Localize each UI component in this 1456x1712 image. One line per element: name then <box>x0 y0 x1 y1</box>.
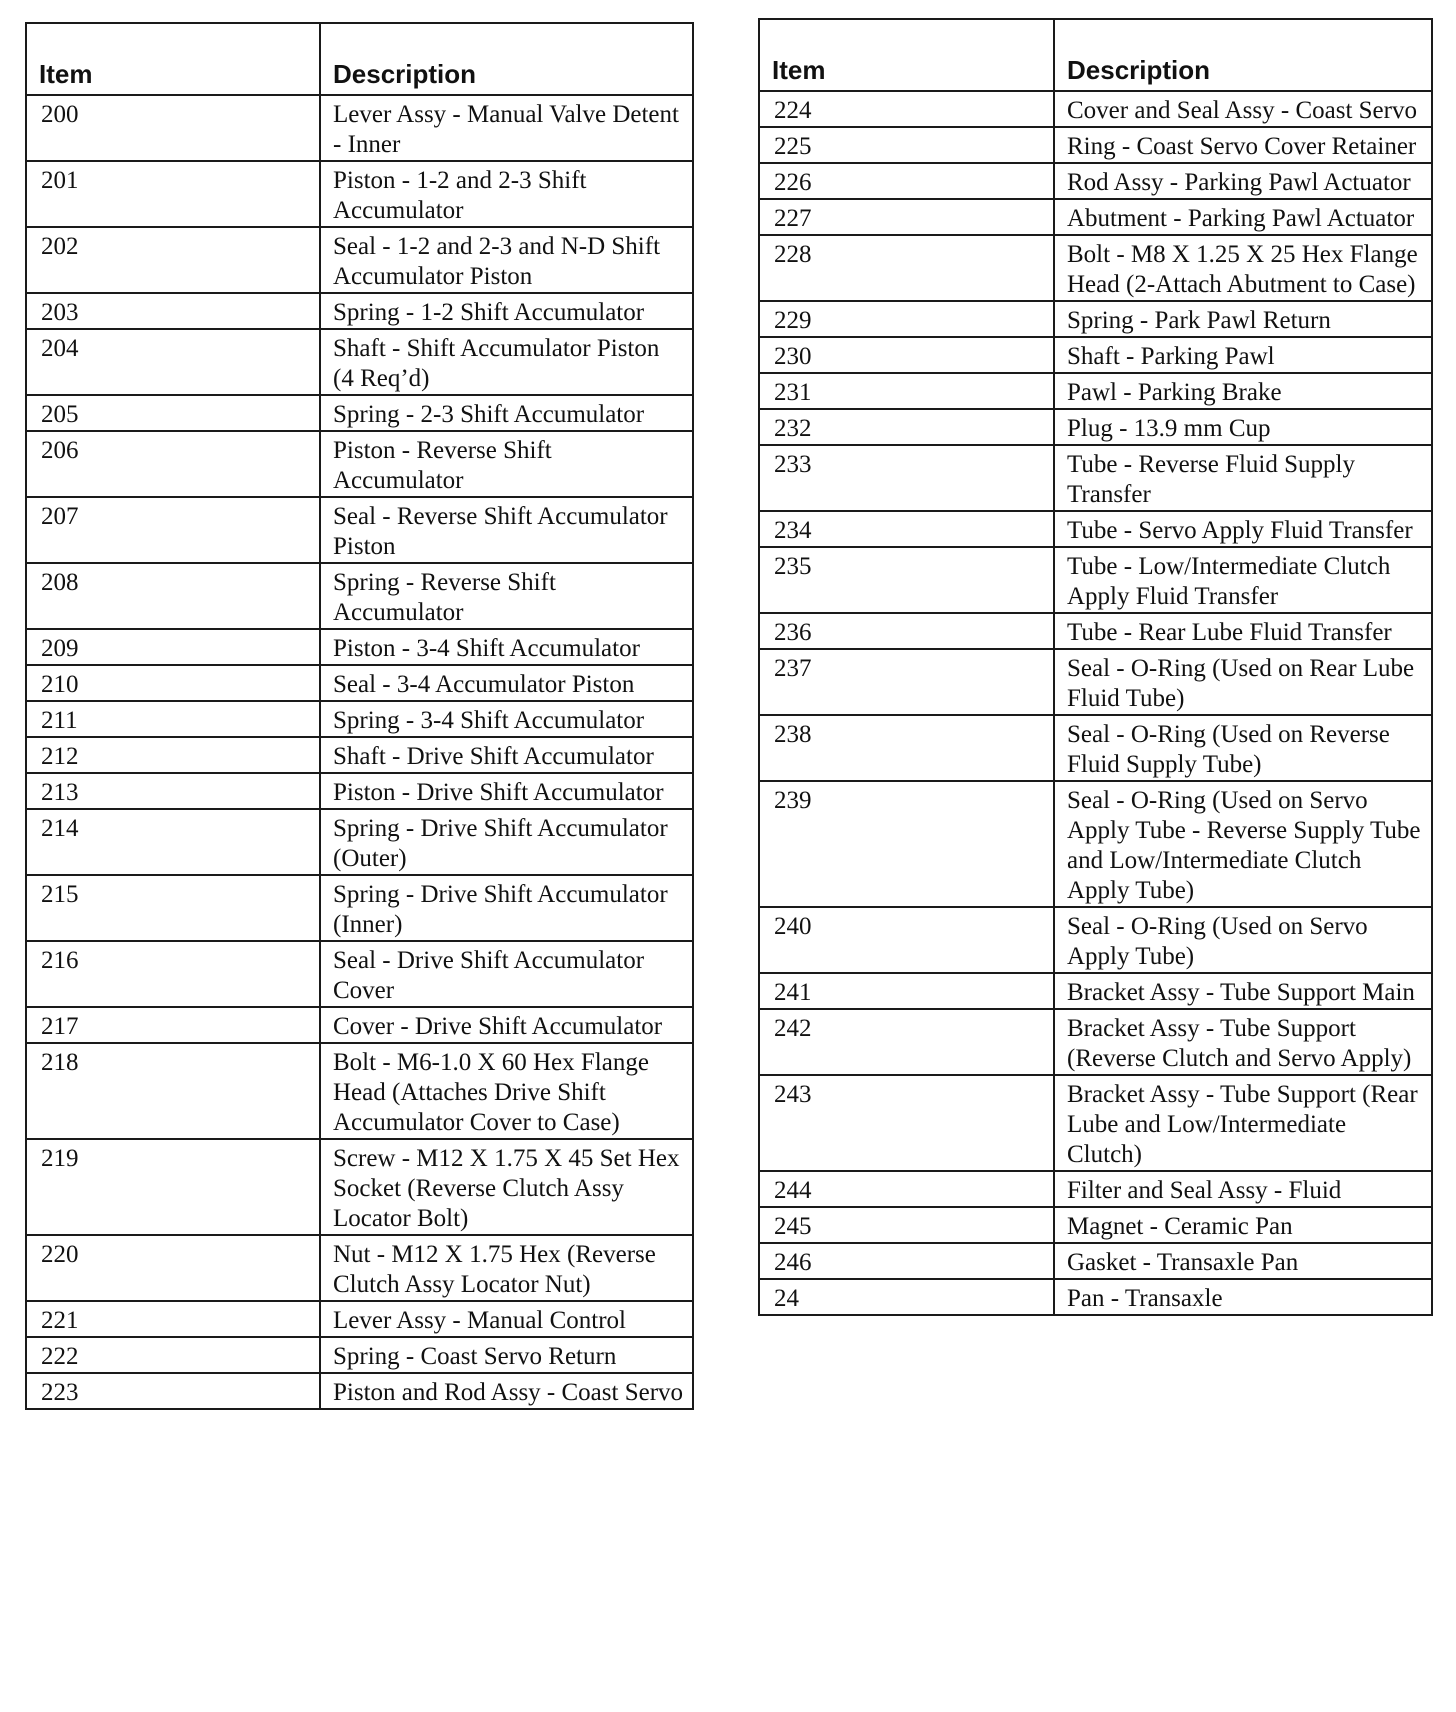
item-number: 212 <box>26 737 320 773</box>
header-row <box>26 23 693 95</box>
item-number: 24 <box>759 1279 1054 1315</box>
item-number: 242 <box>759 1009 1054 1075</box>
item-number: 222 <box>26 1337 320 1373</box>
item-description: Tube - Rear Lube Fluid Transfer <box>1054 613 1432 649</box>
item-number: 207 <box>26 497 320 563</box>
table-row <box>26 1139 693 1235</box>
item-description: Bracket Assy - Tube Support (Reverse Clutch and Servo Apply) <box>1054 1009 1432 1075</box>
table-row <box>26 497 693 563</box>
item-number: 218 <box>26 1043 320 1139</box>
item-number: 234 <box>759 511 1054 547</box>
table-row <box>759 409 1432 445</box>
item-description: Seal - 1-2 and 2-3 and N-D Shift Accumulator Piston <box>320 227 693 293</box>
table-row <box>759 973 1432 1009</box>
item-number: 226 <box>759 163 1054 199</box>
item-number: 227 <box>759 199 1054 235</box>
table-row <box>759 907 1432 973</box>
table-row <box>759 715 1432 781</box>
item-number: 208 <box>26 563 320 629</box>
table-row <box>26 395 693 431</box>
table-row <box>759 547 1432 613</box>
item-description: Seal - Drive Shift Accumulator Cover <box>320 941 693 1007</box>
table-row <box>26 227 693 293</box>
item-description: Cover - Drive Shift Accumulator <box>320 1007 693 1043</box>
item-description: Piston - Reverse Shift Accumulator <box>320 431 693 497</box>
table-row <box>759 163 1432 199</box>
table-row <box>26 563 693 629</box>
item-number: 201 <box>26 161 320 227</box>
item-description: Seal - O-Ring (Used on Reverse Fluid Supply Tube) <box>1054 715 1432 781</box>
table-row <box>759 1171 1432 1207</box>
item-number: 223 <box>26 1373 320 1409</box>
table-row <box>26 1373 693 1409</box>
table-row <box>26 329 693 395</box>
item-description: Spring - 2-3 Shift Accumulator <box>320 395 693 431</box>
table-row <box>759 649 1432 715</box>
item-number: 233 <box>759 445 1054 511</box>
header-row <box>759 19 1432 91</box>
item-description: Plug - 13.9 mm Cup <box>1054 409 1432 445</box>
item-number: 214 <box>26 809 320 875</box>
item-description: Cover and Seal Assy - Coast Servo <box>1054 91 1432 127</box>
item-number: 219 <box>26 1139 320 1235</box>
table-row <box>26 941 693 1007</box>
item-number: 210 <box>26 665 320 701</box>
item-description: Gasket - Transaxle Pan <box>1054 1243 1432 1279</box>
item-description: Spring - 3-4 Shift Accumulator <box>320 701 693 737</box>
item-description: Piston - 1-2 and 2-3 Shift Accumulator <box>320 161 693 227</box>
item-number: 202 <box>26 227 320 293</box>
item-description: Seal - 3-4 Accumulator Piston <box>320 665 693 701</box>
item-number: 235 <box>759 547 1054 613</box>
item-number: 221 <box>26 1301 320 1337</box>
item-description: Nut - M12 X 1.75 Hex (Reverse Clutch Assy Locator Nut) <box>320 1235 693 1301</box>
item-description: Piston - 3-4 Shift Accumulator <box>320 629 693 665</box>
item-number: 206 <box>26 431 320 497</box>
parts-table-right <box>758 18 1433 1316</box>
item-number: 200 <box>26 95 320 161</box>
table-row <box>759 1207 1432 1243</box>
item-description: Abutment - Parking Pawl Actuator <box>1054 199 1432 235</box>
item-number: 229 <box>759 301 1054 337</box>
item-description: Screw - M12 X 1.75 X 45 Set Hex Socket (Reverse Clutch Assy Locator Bolt) <box>320 1139 693 1235</box>
table-row <box>26 1043 693 1139</box>
item-number: 241 <box>759 973 1054 1009</box>
item-number: 209 <box>26 629 320 665</box>
item-description: Bracket Assy - Tube Support Main <box>1054 973 1432 1009</box>
item-description: Spring - Park Pawl Return <box>1054 301 1432 337</box>
table-row <box>759 127 1432 163</box>
item-number: 203 <box>26 293 320 329</box>
table-row <box>759 91 1432 127</box>
table-row <box>26 1337 693 1373</box>
item-number: 231 <box>759 373 1054 409</box>
parts-table-left <box>25 22 694 1410</box>
item-description: Seal - Reverse Shift Accumulator Piston <box>320 497 693 563</box>
table-row <box>759 1279 1432 1315</box>
table-row <box>26 875 693 941</box>
item-number: 244 <box>759 1171 1054 1207</box>
item-description: Spring - Drive Shift Accumulator (Inner) <box>320 875 693 941</box>
item-number: 205 <box>26 395 320 431</box>
item-number: 216 <box>26 941 320 1007</box>
item-number: 246 <box>759 1243 1054 1279</box>
item-description: Pan - Transaxle <box>1054 1279 1432 1315</box>
item-description: Lever Assy - Manual Valve Detent - Inner <box>320 95 693 161</box>
table-row <box>26 1301 693 1337</box>
item-description: Bolt - M8 X 1.25 X 25 Hex Flange Head (2-Attach Abutment to Case) <box>1054 235 1432 301</box>
table-row <box>26 737 693 773</box>
table-row <box>26 293 693 329</box>
item-number: 220 <box>26 1235 320 1301</box>
item-description: Magnet - Ceramic Pan <box>1054 1207 1432 1243</box>
item-description: Spring - Reverse Shift Accumulator <box>320 563 693 629</box>
item-description: Shaft - Shift Accumulator Piston (4 Req’d) <box>320 329 693 395</box>
table-row <box>26 161 693 227</box>
table-row <box>759 337 1432 373</box>
table-row <box>26 809 693 875</box>
item-description: Seal - O-Ring (Used on Servo Apply Tube) <box>1054 907 1432 973</box>
item-description: Rod Assy - Parking Pawl Actuator <box>1054 163 1432 199</box>
item-number: 225 <box>759 127 1054 163</box>
item-description: Bracket Assy - Tube Support (Rear Lube and Low/Intermediate Clutch) <box>1054 1075 1432 1171</box>
item-number: 228 <box>759 235 1054 301</box>
item-description: Spring - Drive Shift Accumulator (Outer) <box>320 809 693 875</box>
item-number: 224 <box>759 91 1054 127</box>
item-description: Bolt - M6-1.0 X 60 Hex Flange Head (Attaches Drive Shift Accumulator Cover to Case) <box>320 1043 693 1139</box>
item-description: Shaft - Parking Pawl <box>1054 337 1432 373</box>
table-row <box>26 1235 693 1301</box>
item-description: Pawl - Parking Brake <box>1054 373 1432 409</box>
table-row <box>759 613 1432 649</box>
item-description: Piston - Drive Shift Accumulator <box>320 773 693 809</box>
item-description: Lever Assy - Manual Control <box>320 1301 693 1337</box>
item-number: 243 <box>759 1075 1054 1171</box>
item-description: Seal - O-Ring (Used on Servo Apply Tube - Reverse Supply Tube and Low/Intermediate Clutch Apply Tube) <box>1054 781 1432 907</box>
table-row <box>759 781 1432 907</box>
table-row <box>759 511 1432 547</box>
item-number: 215 <box>26 875 320 941</box>
table-row <box>26 95 693 161</box>
table-row <box>26 431 693 497</box>
table-row <box>759 373 1432 409</box>
table-row <box>759 445 1432 511</box>
item-description: Seal - O-Ring (Used on Rear Lube Fluid Tube) <box>1054 649 1432 715</box>
table-row <box>759 199 1432 235</box>
table-row <box>759 1243 1432 1279</box>
item-description: Spring - Coast Servo Return <box>320 1337 693 1373</box>
item-number: 211 <box>26 701 320 737</box>
table-row <box>759 1075 1432 1171</box>
item-number: 204 <box>26 329 320 395</box>
description-header: Description <box>320 23 693 95</box>
item-header: Item <box>759 19 1054 91</box>
table-row <box>759 301 1432 337</box>
table-row <box>26 773 693 809</box>
item-description: Piston and Rod Assy - Coast Servo <box>320 1373 693 1409</box>
item-description: Ring - Coast Servo Cover Retainer <box>1054 127 1432 163</box>
item-description: Tube - Low/Intermediate Clutch Apply Fluid Transfer <box>1054 547 1432 613</box>
table-row <box>26 1007 693 1043</box>
table-row <box>26 701 693 737</box>
item-number: 236 <box>759 613 1054 649</box>
item-number: 213 <box>26 773 320 809</box>
item-description: Tube - Servo Apply Fluid Transfer <box>1054 511 1432 547</box>
table-row <box>759 1009 1432 1075</box>
item-number: 238 <box>759 715 1054 781</box>
item-number: 245 <box>759 1207 1054 1243</box>
item-number: 232 <box>759 409 1054 445</box>
description-header: Description <box>1054 19 1432 91</box>
item-number: 217 <box>26 1007 320 1043</box>
table-row <box>759 235 1432 301</box>
table-row <box>26 629 693 665</box>
item-number: 237 <box>759 649 1054 715</box>
item-number: 239 <box>759 781 1054 907</box>
item-number: 230 <box>759 337 1054 373</box>
table-row <box>26 665 693 701</box>
item-description: Spring - 1-2 Shift Accumulator <box>320 293 693 329</box>
item-description: Shaft - Drive Shift Accumulator <box>320 737 693 773</box>
item-description: Filter and Seal Assy - Fluid <box>1054 1171 1432 1207</box>
item-header: Item <box>26 23 320 95</box>
item-number: 240 <box>759 907 1054 973</box>
item-description: Tube - Reverse Fluid Supply Transfer <box>1054 445 1432 511</box>
